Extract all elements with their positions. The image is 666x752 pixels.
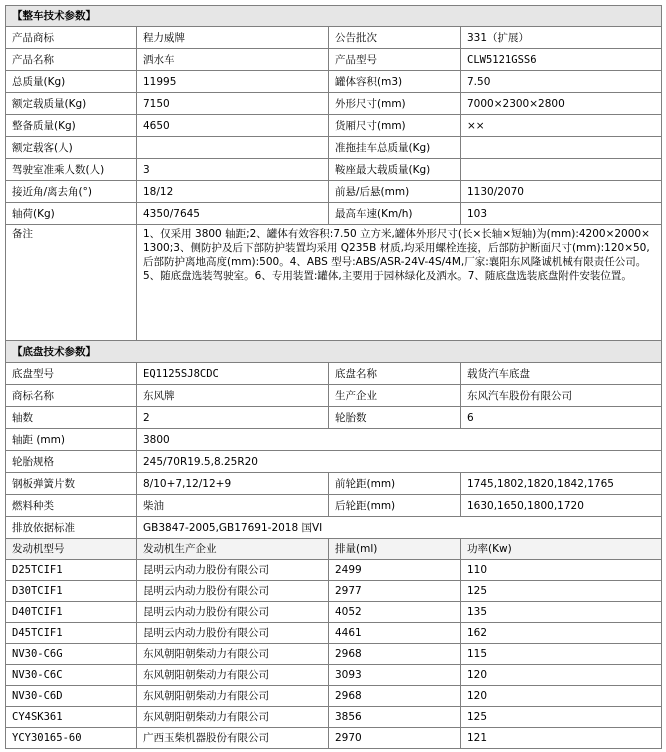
value-cell: [461, 137, 662, 159]
engine-power: 125: [461, 581, 662, 602]
chassis-row: [6, 473, 662, 495]
engine-model: NV30-C6G: [6, 644, 137, 665]
vehicle-row: [6, 93, 662, 115]
engine-power: 120: [461, 665, 662, 686]
value-cell: 1630,1650,1800,1720: [461, 495, 662, 517]
column-header: 排量(ml): [329, 539, 461, 560]
label-cell: 商标名称: [6, 385, 137, 407]
value-cell: ××: [461, 115, 662, 137]
label-cell: 货厢尺寸(mm): [329, 115, 461, 137]
label-cell: 额定载客(人): [6, 137, 137, 159]
remarks-text: 1、仅采用 3800 轴距;2、罐体有效容积:7.50 立方米,罐体外形尺寸(长×长轴×短轴)为(mm):4200×2000×1300;3、侧防护及后下部防护装置均采用 Q235B 材质,均采用螺栓连接，后部防护断面尺寸(mm):120×50,后部防护离地高度(mm):500。4、ABS 型号:ABS/ASR-24V-4S/4M,厂家:襄阳东风隆诚机械有限责任公司。5、随底盘选装驾驶室。6、专用装置:罐体,主要用于园林绿化及洒水。7、随底盘选装底盘附件安装位置。: [137, 225, 662, 341]
engine-model: D40TCIF1: [6, 602, 137, 623]
engine-maker: 昆明云内动力股份有限公司: [137, 560, 329, 581]
value-cell: [137, 137, 329, 159]
engine-maker: 东风朝阳朝柴动力有限公司: [137, 707, 329, 728]
label-cell: 前悬/后悬(mm): [329, 181, 461, 203]
engine-maker: 广西玉柴机器股份有限公司: [137, 728, 329, 749]
value-cell: 东风牌: [137, 385, 329, 407]
engine-row: [6, 581, 662, 602]
engine-maker: 东风朝阳朝柴动力有限公司: [137, 665, 329, 686]
engine-displacement: 2499: [329, 560, 461, 581]
chassis-row: [6, 363, 662, 385]
engine-power: 125: [461, 707, 662, 728]
label-cell: 准拖挂车总质量(Kg): [329, 137, 461, 159]
vehicle-row: [6, 203, 662, 225]
vehicle-row: [6, 115, 662, 137]
label-cell: 鞍座最大载质量(Kg): [329, 159, 461, 181]
engine-displacement: 4052: [329, 602, 461, 623]
section-header-row: [6, 6, 662, 27]
value-cell: 8/10+7,12/12+9: [137, 473, 329, 495]
label-cell: 底盘型号: [6, 363, 137, 385]
label-cell: 燃料种类: [6, 495, 137, 517]
engine-model: CY4SK361: [6, 707, 137, 728]
value-cell: 331（扩展）: [461, 27, 662, 49]
label-cell: 轮胎规格: [6, 451, 137, 473]
value-cell: 103: [461, 203, 662, 225]
value-cell: 柴油: [137, 495, 329, 517]
value-cell: 1745,1802,1820,1842,1765: [461, 473, 662, 495]
value-cell: 2: [137, 407, 329, 429]
engine-row: [6, 602, 662, 623]
label-cell: 最高车速(Km/h): [329, 203, 461, 225]
engine-power: 115: [461, 644, 662, 665]
chassis-row: [6, 451, 662, 473]
vehicle-row: [6, 71, 662, 93]
vehicle-row: [6, 49, 662, 71]
label-cell: 轴荷(Kg): [6, 203, 137, 225]
value-cell: EQ1125SJ8CDC: [137, 363, 329, 385]
label-cell: 总质量(Kg): [6, 71, 137, 93]
engine-power: 135: [461, 602, 662, 623]
engine-displacement: 2968: [329, 686, 461, 707]
vehicle-row: [6, 27, 662, 49]
engine-row: [6, 560, 662, 581]
value-cell: 4650: [137, 115, 329, 137]
vehicle-row: [6, 159, 662, 181]
label-cell: 整备质量(Kg): [6, 115, 137, 137]
engine-maker: 昆明云内动力股份有限公司: [137, 623, 329, 644]
label-cell: 罐体容积(m3): [329, 71, 461, 93]
engine-power: 110: [461, 560, 662, 581]
label-cell: 钢板弹簧片数: [6, 473, 137, 495]
column-header: 发动机型号: [6, 539, 137, 560]
engine-maker: 昆明云内动力股份有限公司: [137, 602, 329, 623]
engine-power: 120: [461, 686, 662, 707]
section-header-row: [6, 341, 662, 363]
label-cell: 外形尺寸(mm): [329, 93, 461, 115]
chassis-row: [6, 429, 662, 451]
label-cell: 产品名称: [6, 49, 137, 71]
value-cell: 18/12: [137, 181, 329, 203]
vehicle-row: [6, 181, 662, 203]
engine-row: [6, 623, 662, 644]
label-cell: 接近角/离去角(°): [6, 181, 137, 203]
value-cell: 6: [461, 407, 662, 429]
label-cell: 后轮距(mm): [329, 495, 461, 517]
column-header: 功率(Kw): [461, 539, 662, 560]
value-cell: GB3847-2005,GB17691-2018 国VI: [137, 517, 662, 539]
engine-displacement: 2968: [329, 644, 461, 665]
engine-model: D45TCIF1: [6, 623, 137, 644]
engine-row: [6, 686, 662, 707]
label-cell: 轴数: [6, 407, 137, 429]
engine-displacement: 4461: [329, 623, 461, 644]
label-cell: 公告批次: [329, 27, 461, 49]
value-cell: CLW5121GSS6: [461, 49, 662, 71]
engine-displacement: 3856: [329, 707, 461, 728]
chassis-row: [6, 407, 662, 429]
engine-row: [6, 665, 662, 686]
label-cell: 轴距 (mm): [6, 429, 137, 451]
engine-displacement: 3093: [329, 665, 461, 686]
column-header: 发动机生产企业: [137, 539, 329, 560]
value-cell: 4350/7645: [137, 203, 329, 225]
value-cell: 7150: [137, 93, 329, 115]
value-cell: 3800: [137, 429, 662, 451]
value-cell: 1130/2070: [461, 181, 662, 203]
engine-model: NV30-C6D: [6, 686, 137, 707]
engine-maker: 东风朝阳朝柴动力有限公司: [137, 644, 329, 665]
chassis-row: [6, 385, 662, 407]
engine-model: D25TCIF1: [6, 560, 137, 581]
value-cell: 7.50: [461, 71, 662, 93]
spec-table: [5, 5, 662, 749]
value-cell: 245/70R19.5,8.25R20: [137, 451, 662, 473]
remarks-row: [6, 225, 662, 341]
value-cell: 11995: [137, 71, 329, 93]
label-cell: 驾驶室准乘人数(人): [6, 159, 137, 181]
label-cell: 产品商标: [6, 27, 137, 49]
value-cell: 7000×2300×2800: [461, 93, 662, 115]
engine-model: D30TCIF1: [6, 581, 137, 602]
label-cell: 前轮距(mm): [329, 473, 461, 495]
engine-displacement: 2977: [329, 581, 461, 602]
engine-row: [6, 644, 662, 665]
engine-row: [6, 707, 662, 728]
label-cell: 排放依据标准: [6, 517, 137, 539]
value-cell: [461, 159, 662, 181]
value-cell: 东风汽车股份有限公司: [461, 385, 662, 407]
chassis-row: [6, 517, 662, 539]
value-cell: 载货汽车底盘: [461, 363, 662, 385]
engine-row: [6, 728, 662, 749]
remarks-label: 备注: [6, 225, 137, 341]
chassis-section-title: 【底盘技术参数】: [6, 341, 662, 363]
engine-power: 121: [461, 728, 662, 749]
engine-power: 162: [461, 623, 662, 644]
engine-maker: 昆明云内动力股份有限公司: [137, 581, 329, 602]
value-cell: 程力威牌: [137, 27, 329, 49]
engine-model: NV30-C6C: [6, 665, 137, 686]
chassis-row: [6, 495, 662, 517]
engine-model: YCY30165-60: [6, 728, 137, 749]
vehicle-section-title: 【整车技术参数】: [6, 6, 662, 27]
label-cell: 轮胎数: [329, 407, 461, 429]
engine-displacement: 2970: [329, 728, 461, 749]
value-cell: 3: [137, 159, 329, 181]
vehicle-row: [6, 137, 662, 159]
label-cell: 底盘名称: [329, 363, 461, 385]
label-cell: 生产企业: [329, 385, 461, 407]
engine-header-row: [6, 539, 662, 560]
label-cell: 额定载质量(Kg): [6, 93, 137, 115]
value-cell: 洒水车: [137, 49, 329, 71]
engine-maker: 东风朝阳朝柴动力有限公司: [137, 686, 329, 707]
label-cell: 产品型号: [329, 49, 461, 71]
